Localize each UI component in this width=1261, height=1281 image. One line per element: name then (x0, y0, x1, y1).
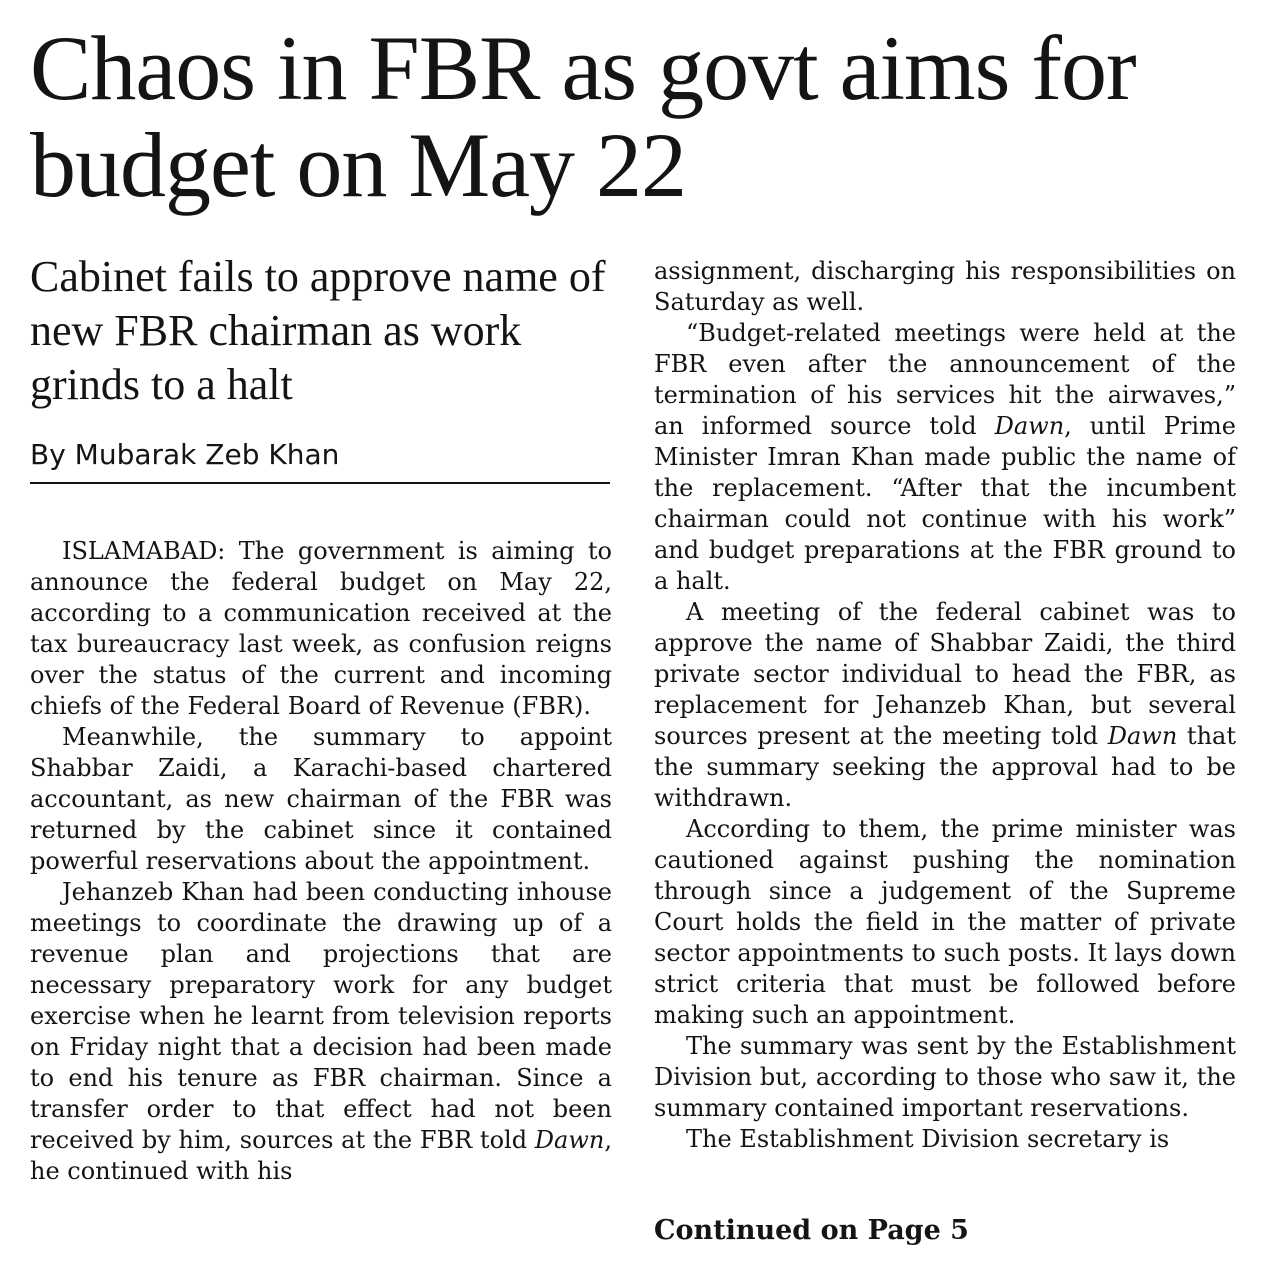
publication-name: Dawn (534, 1126, 605, 1154)
article-column-2 (654, 256, 1236, 1155)
paragraph (30, 877, 612, 1187)
publication-name: Dawn (1107, 722, 1178, 750)
paragraph-text: that the summary seeking the approval had to be withdrawn. (654, 722, 1236, 812)
paragraph-text: , until Prime Minister Imran Khan made public the name of the replacement. “After that the incumbent chairman could not continue with his work” and budget preparations at the FBR ground to a halt. (654, 412, 1236, 595)
paragraph: According to them, the prime minister was cautioned against pushing the nomination through since a judgement of the Supreme Court holds the field in the matter of private sector appointments to such posts. It lays down strict criteria that must be followed before making such an appointment. (654, 815, 1236, 1029)
paragraph: assignment, discharging his responsibilities on Saturday as well. (654, 257, 1236, 316)
byline: By Mubarak Zeb Khan (30, 436, 610, 484)
paragraph: The Establishment Division secretary is (686, 1125, 1170, 1153)
publication-name: Dawn (994, 412, 1065, 440)
paragraph-text: A meeting of the federal cabinet was to approve the name of Shabbar Zaidi, the third private sector individual to head the FBR, as replacement for Jehanzeb Khan, but several sources present at the meeting told (654, 598, 1236, 750)
paragraph-text: “Budget-related meetings were held at the FBR even after the announcement of the termination of his services hit the airwaves,” an informed source told (654, 319, 1236, 440)
paragraph: Meanwhile, the summary to appoint Shabbar Zaidi, a Karachi-based chartered accountant, as new chairman of the FBR was returned by the cabinet since it contained powerful reservations about the appointment. (30, 723, 612, 875)
paragraph: The summary was sent by the Establishment Division but, according to those who saw it, the summary contained important reservations. (654, 1032, 1236, 1122)
paragraph (654, 318, 1236, 597)
paragraph-text: Jehanzeb Khan had been conducting inhouse meetings to coordinate the drawing up of a revenue plan and projections that are necessary preparatory work for any budget exercise when he learnt from television reports on Friday night that a decision had been made to end his tenure as FBR chairman. Since a transfer order to that effect had not been received by him, sources at the FBR told (30, 878, 612, 1154)
paragraph: ISLAMABAD: The government is aiming to announce the federal budget on May 22, according to a communication received at the tax bureaucracy last week, as confusion reigns over the status of the current and incoming chiefs of the Federal Board of Revenue (FBR). (30, 537, 612, 720)
paragraph-text: , he continued with his (30, 1126, 612, 1185)
subheadline: Cabinet fails to approve name of new FBR chairman as work grinds to a halt (30, 252, 606, 409)
continued-on-page-link[interactable]: Continued on Page 5 (654, 1215, 969, 1246)
article-column-1 (30, 536, 612, 1187)
paragraph (654, 597, 1236, 814)
headline: Chaos in FBR as govt aims for budget on May 22 (30, 17, 1136, 216)
